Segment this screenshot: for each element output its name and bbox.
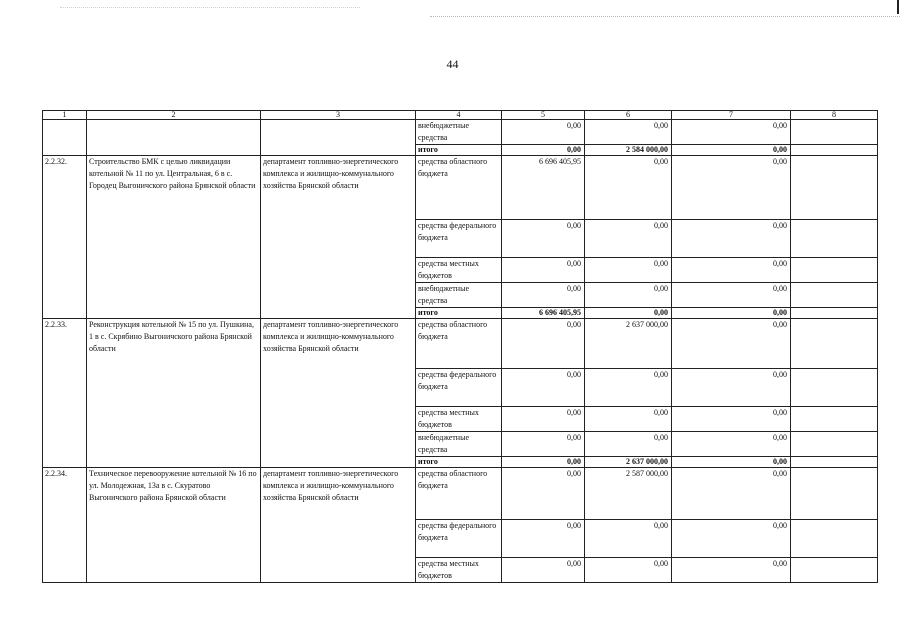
funding-source-cell: средства федерального бюджета xyxy=(416,220,502,258)
amount-cell: 0,00 xyxy=(672,432,791,457)
amount-cell: 0,00 xyxy=(585,369,672,407)
funding-table xyxy=(42,110,878,583)
item-executor-cell: департамент топливно-энергетического комплекса и жилищно-коммунального хозяйства Брянской области xyxy=(261,319,416,468)
funding-source-cell: внебюджетные средства xyxy=(416,120,502,145)
funding-source-cell: итого xyxy=(416,145,502,156)
funding-source-cell: средства местных бюджетов xyxy=(416,558,502,583)
empty-cell xyxy=(791,369,878,407)
amount-cell: 0,00 xyxy=(502,319,585,369)
funding-source-cell: средства областного бюджета xyxy=(416,319,502,369)
funding-source-cell: средства местных бюджетов xyxy=(416,258,502,283)
header-cell: 5 xyxy=(502,111,585,120)
amount-cell: 0,00 xyxy=(585,407,672,432)
header-cell: 2 xyxy=(87,111,261,120)
funding-source-cell: внебюджетные средства xyxy=(416,432,502,457)
empty-cell xyxy=(791,120,878,145)
amount-cell: 0,00 xyxy=(585,283,672,308)
empty-cell xyxy=(791,156,878,220)
amount-cell: 0,00 xyxy=(585,558,672,583)
empty-cell xyxy=(791,258,878,283)
header-cell: 4 xyxy=(416,111,502,120)
header-row xyxy=(43,111,878,120)
amount-cell: 0,00 xyxy=(502,258,585,283)
header-cell: 3 xyxy=(261,111,416,120)
table-row xyxy=(43,319,878,369)
table-row xyxy=(43,156,878,220)
amount-cell: 0,00 xyxy=(672,283,791,308)
amount-cell: 0,00 xyxy=(672,258,791,283)
amount-cell: 0,00 xyxy=(672,407,791,432)
amount-cell: 0,00 xyxy=(585,520,672,558)
item-executor-cell: департамент топливно-энергетического комплекса и жилищно-коммунального хозяйства Брянской области xyxy=(261,468,416,583)
table-row xyxy=(43,468,878,520)
amount-cell: 0,00 xyxy=(502,468,585,520)
item-code-cell: 2.2.34. xyxy=(43,468,87,583)
name-cell xyxy=(87,120,261,156)
amount-cell: 0,00 xyxy=(672,220,791,258)
funding-source-cell: средства местных бюджетов xyxy=(416,407,502,432)
empty-cell xyxy=(791,319,878,369)
amount-cell: 0,00 xyxy=(672,120,791,145)
amount-cell: 0,00 xyxy=(502,407,585,432)
funding-source-cell: итого xyxy=(416,457,502,468)
scan-noise-top-right xyxy=(430,16,900,17)
amount-cell: 2 637 000,00 xyxy=(585,457,672,468)
empty-cell xyxy=(791,220,878,258)
amount-cell: 0,00 xyxy=(585,308,672,319)
amount-cell: 0,00 xyxy=(672,319,791,369)
amount-cell: 0,00 xyxy=(585,120,672,145)
item-executor-cell: департамент топливно-энергетического комплекса и жилищно-коммунального хозяйства Брянской области xyxy=(261,156,416,319)
empty-cell xyxy=(791,432,878,457)
scan-edge-mark xyxy=(897,0,899,14)
header-cell: 1 xyxy=(43,111,87,120)
amount-cell: 0,00 xyxy=(502,145,585,156)
item-code-cell: 2.2.32. xyxy=(43,156,87,319)
scan-noise-top-left xyxy=(60,7,360,8)
empty-cell xyxy=(791,308,878,319)
amount-cell: 0,00 xyxy=(585,220,672,258)
empty-cell xyxy=(791,457,878,468)
empty-cell xyxy=(791,407,878,432)
header-cell: 8 xyxy=(791,111,878,120)
amount-cell: 0,00 xyxy=(502,220,585,258)
empty-cell xyxy=(791,283,878,308)
amount-cell: 0,00 xyxy=(502,120,585,145)
amount-cell: 0,00 xyxy=(585,156,672,220)
item-name-cell: Строительство БМК с целью ликвидации котельной № 11 по ул. Центральная, 6 в с. Городец Выгоничского района Брянской области xyxy=(87,156,261,319)
page-number: 44 xyxy=(446,57,459,71)
amount-cell: 0,00 xyxy=(672,457,791,468)
amount-cell: 0,00 xyxy=(672,308,791,319)
code-cell xyxy=(43,120,87,156)
item-name-cell: Техническое перевооружение котельной № 16 по ул. Молодежная, 13а в с. Скуратово Выгоничского района Брянской области xyxy=(87,468,261,583)
amount-cell: 2 584 000,00 xyxy=(585,145,672,156)
amount-cell: 0,00 xyxy=(502,520,585,558)
funding-source-cell: внебюджетные средства xyxy=(416,283,502,308)
amount-cell: 0,00 xyxy=(672,558,791,583)
amount-cell: 0,00 xyxy=(502,369,585,407)
item-name-cell: Реконструкция котельной № 15 по ул. Пушкина, 1 в с. Скрябино Выгоничского района Брянской области xyxy=(87,319,261,468)
executor-cell xyxy=(261,120,416,156)
funding-source-cell: итого xyxy=(416,308,502,319)
funding-source-cell: средства областного бюджета xyxy=(416,468,502,520)
amount-cell: 0,00 xyxy=(585,258,672,283)
empty-cell xyxy=(791,145,878,156)
amount-cell: 0,00 xyxy=(672,369,791,407)
empty-cell xyxy=(791,468,878,520)
header-cell: 6 xyxy=(585,111,672,120)
amount-cell: 0,00 xyxy=(585,432,672,457)
empty-cell xyxy=(791,520,878,558)
amount-cell: 0,00 xyxy=(672,468,791,520)
amount-cell: 0,00 xyxy=(502,283,585,308)
amount-cell: 6 696 405,95 xyxy=(502,156,585,220)
amount-cell: 2 637 000,00 xyxy=(585,319,672,369)
amount-cell: 0,00 xyxy=(672,520,791,558)
amount-cell: 2 587 000,00 xyxy=(585,468,672,520)
item-code-cell: 2.2.33. xyxy=(43,319,87,468)
funding-source-cell: средства областного бюджета xyxy=(416,156,502,220)
header-cell: 7 xyxy=(672,111,791,120)
table-row xyxy=(43,120,878,145)
amount-cell: 0,00 xyxy=(502,432,585,457)
amount-cell: 0,00 xyxy=(672,156,791,220)
amount-cell: 6 696 405,95 xyxy=(502,308,585,319)
empty-cell xyxy=(791,558,878,583)
amount-cell: 0,00 xyxy=(502,457,585,468)
amount-cell: 0,00 xyxy=(672,145,791,156)
amount-cell: 0,00 xyxy=(502,558,585,583)
funding-source-cell: средства федерального бюджета xyxy=(416,369,502,407)
funding-source-cell: средства федерального бюджета xyxy=(416,520,502,558)
